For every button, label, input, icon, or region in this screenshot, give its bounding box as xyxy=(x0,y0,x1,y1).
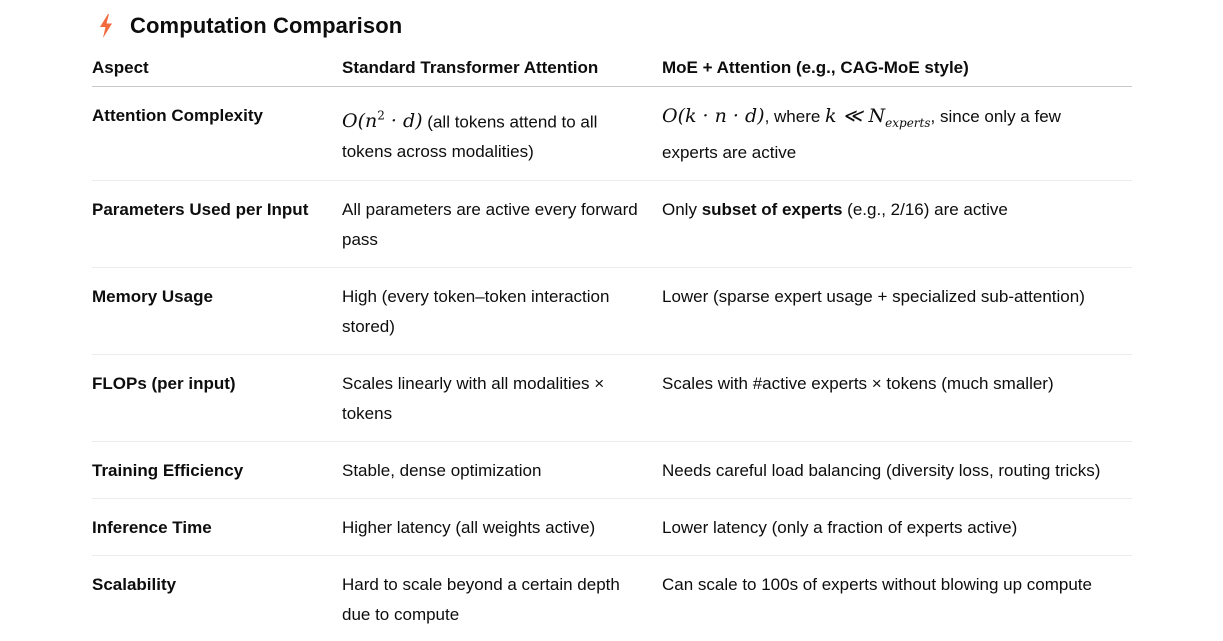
table-row xyxy=(92,555,1132,630)
moe-cell: Needs careful load balancing (diversity loss, routing tricks) xyxy=(662,441,1132,498)
standard-cell: Stable, dense optimization xyxy=(342,441,662,498)
moe-cell xyxy=(662,180,1132,267)
moe-text: Only xyxy=(662,199,702,219)
moe-cell: Lower (sparse expert usage + specialized sub-attention) xyxy=(662,267,1132,354)
moe-cell xyxy=(662,87,1132,181)
section-title: Computation Comparison xyxy=(130,13,403,38)
standard-text: (all tokens attend to all tokens across modalities) xyxy=(342,112,598,162)
expert-inequality xyxy=(825,105,931,130)
moe-text: (e.g., 2/16) are active xyxy=(842,199,1008,219)
comparison-table-wrapper xyxy=(92,50,1132,630)
aspect-cell: Attention Complexity xyxy=(92,87,342,181)
table-header-row xyxy=(92,50,1132,87)
moe-cell: Lower latency (only a fraction of experts active) xyxy=(662,498,1132,555)
comparison-table xyxy=(92,50,1132,630)
aspect-cell: Training Efficiency xyxy=(92,441,342,498)
table-row xyxy=(92,267,1132,354)
moe-cell: Scales with #active experts × tokens (much smaller) xyxy=(662,354,1132,441)
section-heading xyxy=(96,10,402,42)
table-row xyxy=(92,180,1132,267)
table-row xyxy=(92,87,1132,181)
table-row xyxy=(92,498,1132,555)
table-row xyxy=(92,441,1132,498)
complexity-formula: $O(n^2 \cdot d)$ xyxy=(342,109,423,133)
aspect-cell: Parameters Used per Input xyxy=(92,180,342,267)
aspect-cell: Scalability xyxy=(92,574,177,594)
standard-cell: High (every token–token interaction stored) xyxy=(342,267,662,354)
table-row xyxy=(92,354,1132,441)
column-header-aspect: Aspect xyxy=(92,50,342,87)
moe-cell: Can scale to 100s of experts without blowing up compute xyxy=(662,574,1092,594)
complexity-formula: O(k · n · d) xyxy=(662,105,765,127)
lightning-bolt-icon xyxy=(96,13,116,39)
column-header-standard: Standard Transformer Attention xyxy=(342,50,662,87)
moe-text: , since only a few experts are active xyxy=(662,107,1061,162)
standard-cell: Higher latency (all weights active) xyxy=(342,498,662,555)
standard-cell: Scales linearly with all modalities × tokens xyxy=(342,354,662,441)
standard-cell xyxy=(342,87,662,181)
inequality-subscript: experts xyxy=(885,115,931,130)
standard-cell: All parameters are active every forward pass xyxy=(342,180,662,267)
standard-cell: Hard to scale beyond a certain depth due to compute xyxy=(342,574,620,624)
moe-text: , where xyxy=(764,107,826,126)
moe-bold-text: subset of experts xyxy=(701,199,843,219)
inequality-main: k ≪ N xyxy=(825,105,886,127)
column-header-moe: MoE + Attention (e.g., CAG-MoE style) xyxy=(662,50,1132,87)
aspect-cell: Memory Usage xyxy=(92,267,342,354)
aspect-cell: Inference Time xyxy=(92,498,342,555)
aspect-cell: FLOPs (per input) xyxy=(92,354,342,441)
